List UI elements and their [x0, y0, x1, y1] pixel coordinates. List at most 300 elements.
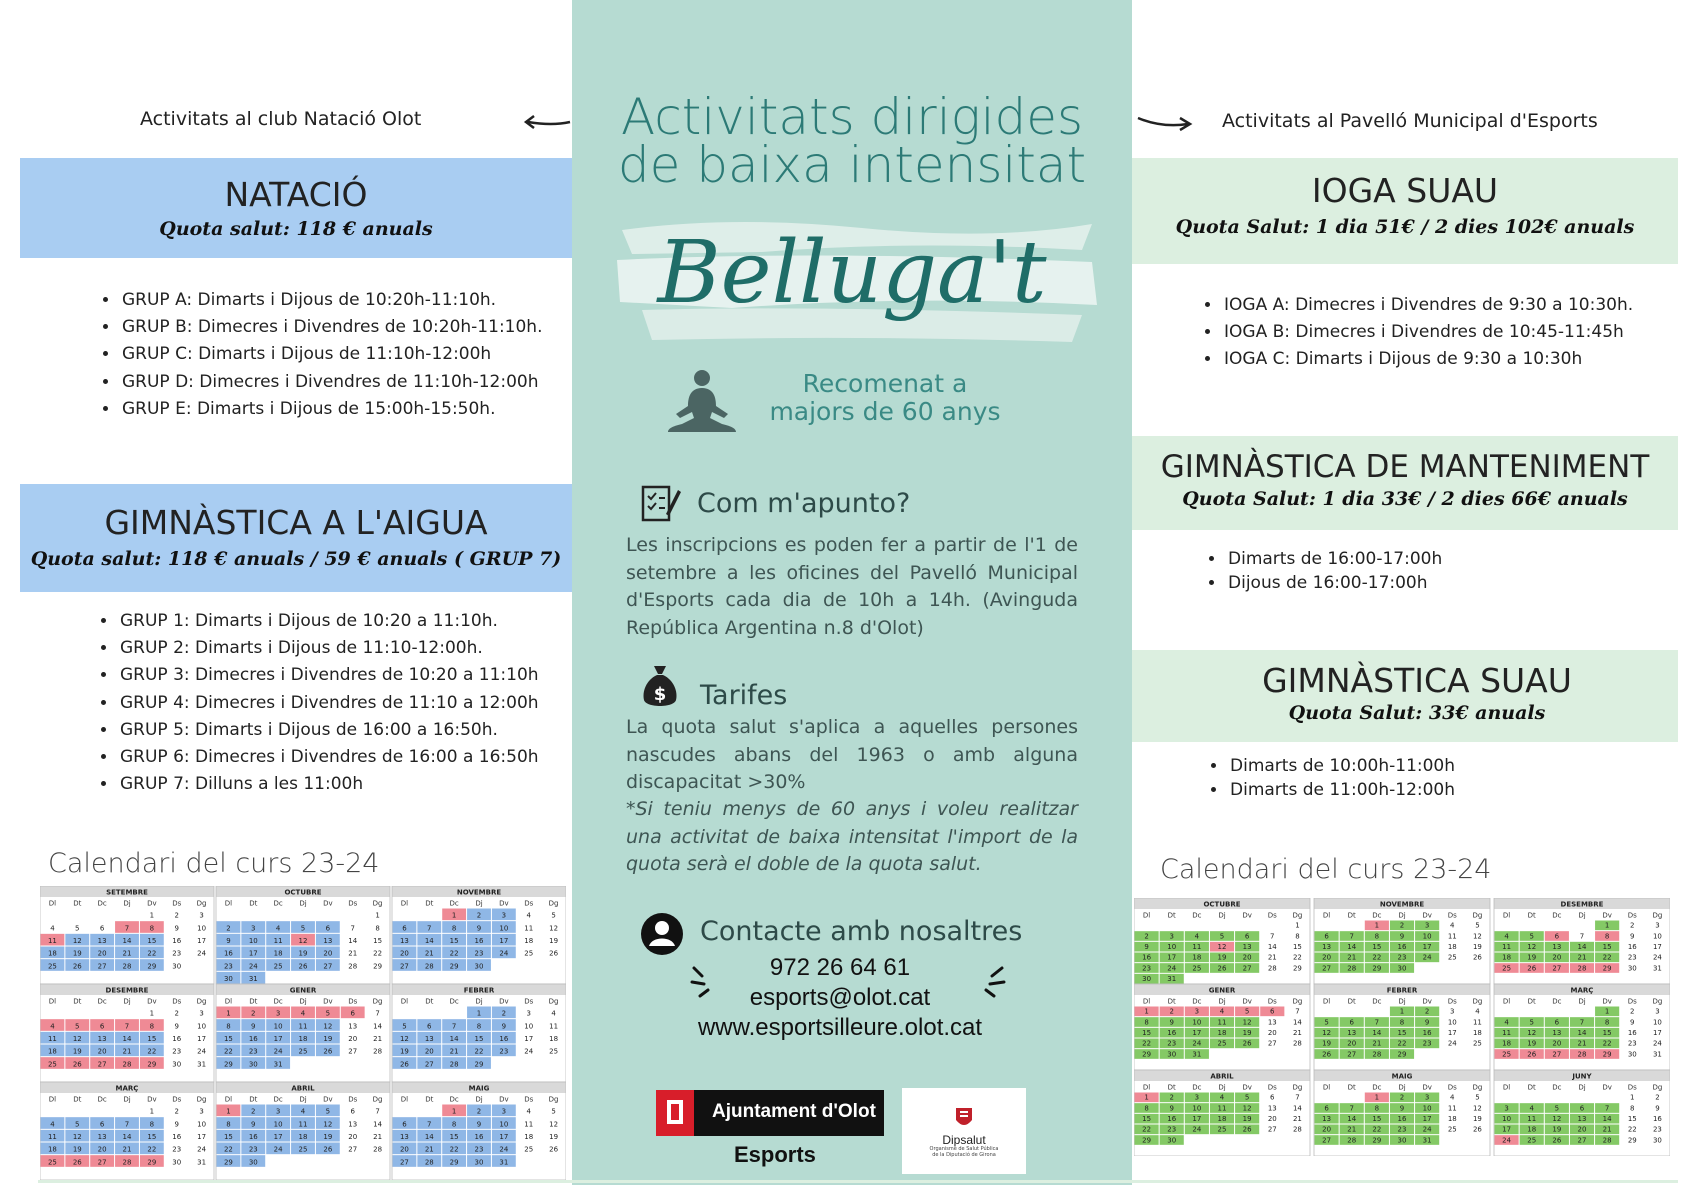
calendar-day-number: 4 [1450, 1093, 1455, 1102]
calendar-day-number: 4 [300, 1009, 306, 1018]
calendar-weekday-label: Dv [499, 1095, 509, 1104]
calendar-day-number: 29 [147, 962, 157, 971]
calendar-day-number: 15 [1292, 943, 1302, 951]
calendar-day-number: 16 [1627, 1029, 1637, 1037]
calendar-day-number: 25 [47, 1060, 57, 1069]
calendar-day-number: 2 [251, 1107, 256, 1116]
ioga-title: IOGA SUAU [1311, 171, 1499, 210]
calendar-weekday-label: Dg [1292, 911, 1303, 920]
calendar-day-number: 8 [226, 1022, 231, 1031]
calendar-day-number: 14 [373, 1022, 383, 1031]
calendar-day-number: 17 [499, 1133, 509, 1141]
calendar-day-number: 26 [1217, 964, 1227, 973]
calendar-weekday-label: Dg [1652, 1083, 1663, 1092]
calendar-weekday-label: Dc [1192, 1083, 1202, 1092]
calendar-weekday-label: Dl [48, 899, 57, 908]
calendar-day-number: 25 [1502, 964, 1512, 973]
calendar-day-number: 29 [1372, 1136, 1382, 1145]
calendar-day-number: 11 [298, 1022, 308, 1031]
calendar-day-number: 21 [122, 949, 132, 958]
calendar-day-number: 17 [197, 1035, 207, 1043]
calendar-day-number: 23 [1627, 1039, 1637, 1048]
contact-website[interactable]: www.esportsilleure.olot.cat [697, 1014, 983, 1041]
calendar-weekday-label: Dt [73, 1095, 82, 1104]
right-arrow-icon [1134, 110, 1196, 134]
calendar-day-number: 22 [373, 949, 383, 958]
calendar-day-number: 5 [1529, 1018, 1534, 1027]
calendar-day-number: 3 [1424, 921, 1430, 930]
list-item: • IOGA B: Dimecres i Divendres de 10:45-11:45h [1222, 319, 1633, 346]
calendar-weekday-label: Dg [548, 997, 559, 1006]
calendar-day-number: 4 [526, 1107, 531, 1116]
calendar-day-number: 11 [549, 1022, 559, 1031]
calendar-day-number: 1 [226, 1009, 231, 1018]
calendar-day-number: 16 [499, 1035, 509, 1043]
calendar-day-number: 4 [1504, 1018, 1509, 1027]
calendar-day-number: 11 [273, 937, 283, 945]
calendar-month-name: DESEMBRE [1560, 900, 1604, 909]
calendar-day-number: 18 [1217, 1115, 1227, 1123]
calendar-day-number: 22 [449, 1145, 459, 1154]
calendar-weekday-label: Dl [48, 997, 57, 1006]
calendar-day-number: 12 [72, 937, 82, 945]
list-item: • GRUP B: Dimecres i Divendres de 10:20h-11:10h. [120, 314, 542, 341]
calendar-day-number: 30 [1142, 975, 1152, 983]
calendar-day-number: 16 [172, 1035, 182, 1043]
calendar-day-number: 23 [172, 1047, 182, 1056]
calendar-day-number: 26 [72, 962, 82, 971]
calendar-day-number: 23 [474, 1145, 484, 1154]
calendar-month-name: NOVEMBRE [1379, 900, 1425, 909]
calendar-weekday-label: Dc [449, 899, 459, 908]
calendar-month-name: MAIG [468, 1084, 490, 1093]
calendar-weekday-label: Dl [1322, 997, 1331, 1006]
list-item: • Dimarts de 16:00-17:00h [1226, 547, 1442, 571]
calendar-day-number: 2 [1169, 1093, 1174, 1102]
calendar-day-number: 2 [226, 924, 231, 933]
calendar-day-number: 13 [424, 1035, 434, 1043]
calendar-day-number: 14 [348, 937, 358, 945]
calendar-day-number: 19 [72, 949, 82, 958]
calendar-day-number: 10 [1652, 932, 1662, 941]
calendar-day-number: 9 [1169, 1104, 1174, 1113]
calendar-weekday-label: Dl [400, 1095, 409, 1104]
calendar-day-number: 28 [424, 962, 434, 971]
calendar-day-number: 1 [375, 911, 380, 920]
aigua-quota: Quota salut: 118 € anuals [30, 548, 305, 570]
calendar-weekday-label: Dv [147, 997, 157, 1006]
calendar-day-number: 31 [248, 975, 258, 983]
calendar-weekday-label: Dg [196, 1095, 207, 1104]
calendar-day-number: 9 [1424, 1018, 1430, 1027]
calendar-day-number: 24 [1192, 1039, 1202, 1048]
calendar-weekday-label: Dj [1398, 911, 1406, 920]
calendar-day-number: 28 [1577, 964, 1587, 973]
calendar-day-number: 20 [1242, 953, 1252, 962]
calendar-day-number: 29 [474, 1060, 484, 1069]
calendar-day-number: 19 [1552, 1125, 1562, 1134]
calendar-day-number: 1 [1399, 1007, 1405, 1016]
dipsalut-logo-sub2: de la Diputació de Girona [932, 1152, 996, 1158]
calendar-day-number: 12 [323, 1022, 333, 1031]
calendar-day-number: 1 [1630, 1093, 1635, 1102]
calendar-day-number: 17 [1167, 953, 1177, 962]
calendar-weekday-label: Dg [1472, 1083, 1483, 1092]
calendar-day-number: 10 [499, 1120, 509, 1129]
main-title-line1: Activitats dirigides [620, 88, 1084, 146]
calendar-day-number: 25 [549, 1047, 559, 1056]
calendar-day-number: 1 [1604, 921, 1610, 930]
calendar-day-number: 30 [172, 962, 182, 971]
calendar-day-number: 13 [1577, 1115, 1587, 1123]
calendar-day-number: 28 [449, 1060, 459, 1069]
calendar-day-number: 9 [1399, 932, 1405, 941]
calendar-day-number: 17 [273, 1133, 283, 1141]
calendar-day-number: 24 [1167, 964, 1177, 973]
calendar-day-number: 25 [47, 962, 57, 971]
calendar-day-number: 23 [474, 949, 484, 958]
left-arrow-icon [522, 110, 574, 134]
calendar-day-number: 6 [1270, 1093, 1275, 1102]
script-title [572, 210, 1132, 360]
calendar-weekday-label: Dt [249, 997, 258, 1006]
calendar-month [392, 1082, 566, 1180]
calendar-weekday-label: Dj [1218, 997, 1226, 1006]
calendar-month [1134, 898, 1310, 984]
calendar-month [1134, 984, 1310, 1070]
calendar-weekday-label: Dv [1242, 997, 1252, 1006]
calendar-weekday-label: Ds [1627, 997, 1637, 1006]
calendar-day-number: 26 [1322, 1050, 1332, 1059]
calendar-day-number: 29 [1292, 964, 1302, 973]
calendar-day-number: 24 [499, 949, 509, 958]
calendar-day-number: 15 [449, 1133, 459, 1141]
calendar-day-number: 20 [348, 1133, 358, 1141]
calendar-day-number: 10 [197, 924, 207, 933]
calendar-day-number: 12 [72, 1035, 82, 1043]
calendar-weekday-label: Dv [1422, 997, 1432, 1006]
calendar-day-number: 10 [524, 1022, 534, 1031]
calendar-day-number: 11 [47, 937, 57, 945]
calendar-day-number: 22 [1372, 1125, 1382, 1134]
calendar-day-number: 19 [1322, 1039, 1332, 1048]
calendar-day-number: 22 [1142, 1039, 1152, 1048]
signup-text: Les inscripcions es poden fer a partir de l'1 de setembre a les oficines del Pavelló Municipal d'Esports cada dia de 10h a 14h. (Avinguda República Argentina n.8 d'Olot) [626, 534, 1078, 639]
manteniment-header [1132, 436, 1678, 530]
calendar-day-number: 30 [248, 1060, 258, 1069]
calendar-day-number: 14 [122, 1035, 132, 1043]
calendar-day-number: 7 [1349, 1104, 1354, 1113]
calendar-weekday-label: Dt [1167, 997, 1176, 1006]
calendar-day-number: 6 [99, 1120, 105, 1129]
calendar-day-number: 23 [1397, 953, 1407, 962]
calendar-day-number: 18 [549, 1035, 559, 1043]
calendar-day-number: 5 [75, 1022, 80, 1031]
calendar-day-number: 15 [1372, 1115, 1382, 1123]
calendar-day-number: 25 [1447, 953, 1457, 962]
calendar-day-number: 8 [226, 1120, 231, 1129]
calendar-month [392, 886, 566, 984]
calendar-day-number: 21 [1577, 1039, 1587, 1048]
calendar-day-number: 12 [72, 1133, 82, 1141]
calendar-month-name: OCTUBRE [1203, 900, 1241, 909]
calendar-day-number: 27 [1267, 1039, 1277, 1048]
calendar-weekday-label: Ds [524, 997, 534, 1006]
calendar-day-number: 22 [449, 949, 459, 958]
calendar-day-number: 21 [1602, 1125, 1612, 1134]
calendar-day-number: 30 [1627, 1050, 1637, 1059]
calendar-day-number: 9 [476, 1120, 482, 1129]
calendar-day-number: 9 [1399, 1104, 1405, 1113]
calendar-day-number: 21 [1292, 1115, 1302, 1123]
calendar-day-number: 6 [402, 924, 407, 933]
calendar-day-number: 16 [223, 949, 233, 958]
calendar-day-number: 9 [476, 924, 482, 933]
calendar-weekday-label: Ds [348, 899, 358, 908]
calendar-day-number: 17 [1447, 1029, 1457, 1037]
calendar-day-number: 11 [1527, 1115, 1537, 1123]
calendar-day-number: 24 [248, 962, 258, 971]
contact-email[interactable]: esports@olot.cat [749, 984, 931, 1011]
calendar-weekday-label: Dt [1347, 1083, 1356, 1092]
calendar-weekday-label: Dj [123, 1095, 131, 1104]
calendar-day-number: 6 [1324, 1104, 1329, 1113]
calendar-day-number: 5 [1324, 1018, 1329, 1027]
calendar-day-number: 27 [1577, 1136, 1587, 1145]
calendar-day-number: 12 [1242, 1018, 1252, 1027]
calendar-day-number: 18 [273, 949, 283, 958]
calendar-day-number: 4 [1219, 1093, 1225, 1102]
calendar-day-number: 22 [1142, 1125, 1152, 1134]
calendar-day-number: 30 [1652, 1136, 1662, 1145]
ajuntament-shield-icon [656, 1090, 694, 1136]
calendar-day-number: 2 [1655, 1093, 1660, 1102]
calendar-month [1314, 898, 1490, 984]
calendar-day-number: 21 [348, 949, 358, 958]
calendar-day-number: 28 [1577, 1050, 1587, 1059]
esports-logo-text: Esports [734, 1142, 816, 1167]
calendar-day-number: 26 [549, 949, 559, 958]
calendar-month [40, 886, 214, 984]
calendar-day-number: 3 [501, 911, 507, 920]
ajuntament-logo [656, 1090, 884, 1136]
calendar-day-number: 13 [399, 937, 409, 945]
calendar-weekday-label: Dc [97, 1095, 107, 1104]
ajuntament-logo-text: Ajuntament d'Olot [712, 1101, 876, 1122]
calendar-day-number: 3 [199, 1009, 204, 1018]
calendar-day-number: 30 [172, 1060, 182, 1069]
calendar-day-number: 31 [1652, 1050, 1662, 1059]
calendar-weekday-label: Dc [1192, 997, 1202, 1006]
calendar-day-number: 25 [1502, 1050, 1512, 1059]
calendar-weekday-label: Dv [1242, 911, 1252, 920]
calendar-day-number: 19 [72, 1047, 82, 1056]
calendar-day-number: 5 [1475, 921, 1480, 930]
contact-details [660, 953, 1020, 1043]
calendar-day-number: 8 [149, 1022, 155, 1031]
list-item: • GRUP 6: Dimecres i Divendres de 16:00 a 16:50h [118, 744, 539, 771]
calendar-day-number: 8 [149, 924, 155, 933]
calendar-day-number: 25 [1447, 1125, 1457, 1134]
calendar-day-number: 20 [1552, 953, 1562, 962]
calendar-day-number: 14 [1577, 1029, 1587, 1037]
calendar-day-number: 16 [1652, 1115, 1662, 1123]
fees-note: *Si teniu menys de 60 anys i voleu realitzar una activitat de baixa intensitat l'import de la quota serà el doble de la quota salut. [626, 798, 1078, 875]
calendar-weekday-label: Dl [1502, 997, 1511, 1006]
calendar-day-number: 30 [1397, 964, 1407, 973]
calendar-day-number: 20 [1267, 1115, 1277, 1123]
calendar-day-number: 5 [325, 1107, 331, 1116]
calendar-day-number: 15 [449, 937, 459, 945]
calendar-day-number: 27 [1242, 964, 1252, 973]
calendar-month-name: FEBRER [463, 986, 495, 995]
contact-phone[interactable]: 972 26 64 61 [769, 954, 911, 981]
calendar-weekday-label: Dj [123, 899, 131, 908]
calendar-day-number: 1 [149, 1009, 155, 1018]
calendar-day-number: 21 [373, 1133, 383, 1141]
calendar-day-number: 28 [122, 1060, 132, 1069]
calendar-day-number: 31 [1652, 964, 1662, 973]
script-title-text: Belluga't [657, 223, 1047, 323]
calendar-day-number: 27 [1552, 964, 1562, 973]
calendar-day-number: 8 [451, 1120, 457, 1129]
list-item: • IOGA A: Dimecres i Divendres de 9:30 a 10:30h. [1222, 292, 1633, 319]
calendar-day-number: 30 [1397, 1136, 1407, 1145]
calendar-day-number: 8 [1399, 1018, 1405, 1027]
calendar-month [1494, 1070, 1670, 1156]
calendar-month [216, 886, 390, 984]
calendar-day-number: 28 [1347, 964, 1357, 973]
calendar-day-number: 14 [122, 1133, 132, 1141]
calendar-day-number: 2 [174, 1107, 179, 1116]
calendar-weekday-label: Dc [449, 997, 459, 1006]
calendar-day-number: 22 [1627, 1125, 1637, 1134]
calendar-day-number: 29 [1602, 964, 1612, 973]
calendar-weekday-label: Dc [97, 899, 107, 908]
calendar-day-number: 3 [1504, 1104, 1509, 1113]
calendar-day-number: 27 [348, 1047, 358, 1056]
calendar-day-number: 17 [1422, 943, 1432, 951]
calendar-day-number: 20 [424, 1047, 434, 1056]
calendar-month [1314, 984, 1490, 1070]
calendar-day-number: 22 [147, 1047, 157, 1056]
calendar-day-number: 21 [1292, 1029, 1302, 1037]
calendar-day-number: 19 [1472, 1115, 1482, 1123]
calendar-day-number: 19 [1242, 1029, 1252, 1037]
calendar-day-number: 14 [1372, 1029, 1382, 1037]
calendar-day-number: 25 [273, 962, 283, 971]
calendar-day-number: 13 [399, 1133, 409, 1141]
calendar-day-number: 24 [197, 949, 207, 958]
calendar-day-number: 12 [399, 1035, 409, 1043]
calendar-weekday-label: Dt [1347, 997, 1356, 1006]
calendar-day-number: 4 [1450, 921, 1455, 930]
calendar-day-number: 24 [1192, 1125, 1202, 1134]
calendar-day-number: 10 [248, 937, 258, 945]
calendar-weekday-label: Dt [249, 1095, 258, 1104]
calendar-day-number: 3 [199, 1107, 204, 1116]
calendar-day-number: 10 [197, 1022, 207, 1031]
calendar-day-number: 21 [1372, 1039, 1382, 1048]
calendar-day-number: 28 [373, 1047, 383, 1056]
calendar-weekday-label: Dg [1652, 997, 1663, 1006]
calendar-day-number: 4 [275, 924, 281, 933]
calendar-day-number: 20 [97, 1047, 107, 1056]
calendar-day-number: 29 [1372, 964, 1382, 973]
calendar-day-number: 9 [174, 924, 179, 933]
calendar-day-number: 8 [476, 1022, 482, 1031]
calendar-day-number: 13 [1552, 943, 1562, 951]
calendar-day-number: 17 [197, 1133, 207, 1141]
calendar-day-number: 11 [524, 924, 534, 933]
calendar-day-number: 20 [399, 1145, 409, 1154]
calendar-day-number: 22 [223, 1145, 233, 1154]
calendar-day-number: 20 [1552, 1039, 1562, 1048]
calendar-weekday-label: Dl [1142, 1083, 1151, 1092]
calendar-weekday-label: Dv [499, 899, 509, 908]
calendar-day-number: 16 [1167, 1029, 1177, 1037]
calendar-weekday-label: Ds [1627, 1083, 1637, 1092]
list-item: • GRUP A: Dimarts i Dijous de 10:20h-11:10h. [120, 287, 542, 314]
calendar-day-number: 22 [147, 949, 157, 958]
calendar-day-number: 5 [1529, 932, 1534, 941]
calendar-day-number: 25 [1217, 1039, 1227, 1048]
calendar-day-number: 22 [1602, 953, 1612, 962]
ioga-groups [1194, 292, 1633, 374]
calendar-day-number: 11 [1502, 943, 1512, 951]
calendar-day-number: 31 [273, 1060, 283, 1069]
aigua-quota-group7: / 59 € anuals ( GRUP 7) [304, 548, 562, 570]
calendar-day-number: 10 [1447, 1018, 1457, 1027]
fees-text: La quota salut s'aplica a aquelles persones nascudes abans del 1963 o amb alguna discapacitat >30% [626, 716, 1078, 793]
calendar-day-number: 1 [1144, 1007, 1149, 1016]
calendar-day-number: 7 [1579, 1018, 1585, 1027]
calendar-day-number: 17 [273, 1035, 283, 1043]
calendar-day-number: 28 [1292, 1039, 1302, 1048]
calendar-day-number: 6 [99, 924, 105, 933]
calendar-month-name: MARÇ [1570, 986, 1594, 995]
calendar-day-number: 23 [1397, 1125, 1407, 1134]
calendar-month [1134, 1070, 1310, 1156]
calendar-day-number: 19 [549, 937, 559, 945]
calendar-day-number: 15 [147, 1035, 157, 1043]
calendar-day-number: 29 [449, 1158, 459, 1167]
calendar-day-number: 9 [1630, 1018, 1635, 1027]
calendar-day-number: 5 [75, 1120, 80, 1129]
calendar-day-number: 8 [1374, 1104, 1380, 1113]
calendar-day-number: 7 [451, 1022, 457, 1031]
calendar-day-number: 11 [524, 1120, 534, 1129]
aigua-header [20, 484, 572, 592]
dipsalut-logo-sub1: Organisme de Salut Pública [929, 1146, 999, 1152]
calendar-day-number: 11 [1217, 1104, 1227, 1113]
calendar-day-number: 26 [1242, 1125, 1252, 1134]
calendar-day-number: 21 [424, 949, 434, 958]
calendar-day-number: 17 [1502, 1125, 1512, 1134]
calendar-day-number: 30 [223, 975, 233, 983]
calendar-day-number: 27 [97, 962, 107, 971]
calendar-weekday-label: Dt [73, 997, 82, 1006]
calendar-day-number: 10 [273, 1022, 283, 1031]
calendar-weekday-label: Dj [475, 1095, 483, 1104]
calendar-day-number: 6 [1554, 1018, 1560, 1027]
calendar-day-number: 7 [350, 924, 355, 933]
calendar-weekday-label: Dg [548, 1095, 559, 1104]
calendar-day-number: 18 [47, 1047, 57, 1056]
calendar-day-number: 28 [1292, 1125, 1302, 1134]
calendar-day-number: 18 [298, 1035, 308, 1043]
calendar-day-number: 15 [1142, 1029, 1152, 1037]
